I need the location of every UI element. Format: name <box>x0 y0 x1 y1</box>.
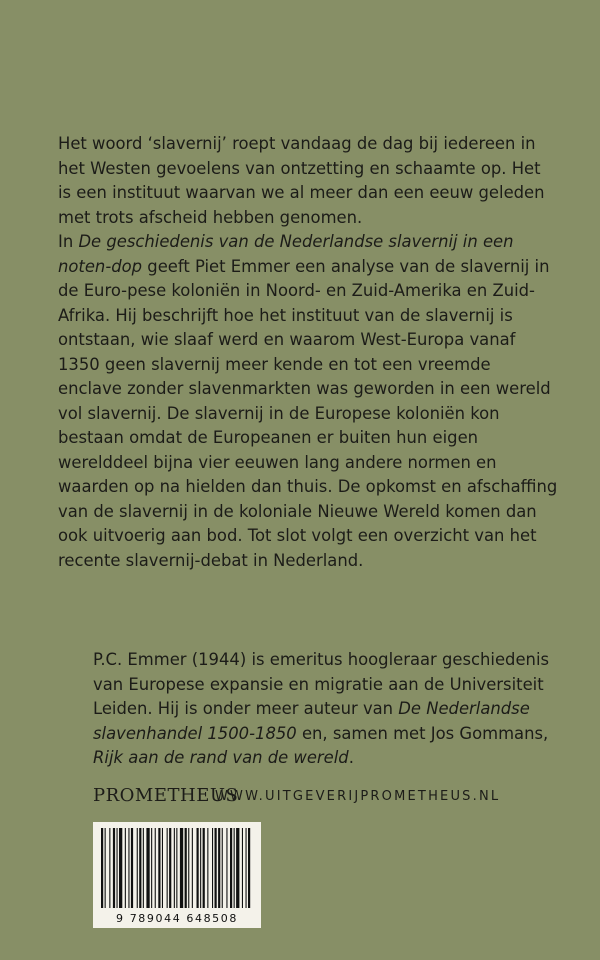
book-title: De geschiedenis van de Nederlandse slavernij in een noten-dop <box>58 232 514 276</box>
barcode-bar <box>131 828 133 908</box>
barcode-bar <box>137 828 138 908</box>
bio-title-1: De Nederlandse slavenhandel 1500-1850 <box>93 699 530 743</box>
barcode-bar <box>155 828 156 908</box>
barcode-bar <box>222 828 223 908</box>
barcode-bar <box>128 828 129 908</box>
barcode-bar <box>215 828 217 908</box>
blurb-paragraph-1: Het woord ‘slavernij’ roept vandaag de dag bij iedereen in het Westen gevoelens van ontzetting en schaamte op. Het is een instituut waarvan we al meer dan een eeuw geleden met trots afscheid hebben genomen. <box>58 134 545 227</box>
barcode-bar <box>167 828 168 908</box>
barcode-bar <box>119 828 122 908</box>
barcode-bar <box>226 828 227 908</box>
blurb-paragraph-2-rest: geeft Piet Emmer een analyse van de slavernij in de Euro-pese koloniën in Noord- en Zuid-Amerika en Zuid-Afrika. Hij beschrijft hoe het instituut van de slavernij is ontstaan, wie slaaf werd en waarom West-Europa vanaf 1350 geen slavernij meer kende en tot een vreemde enclave zonder slavenmarkten was geworden in een wereld vol slavernij. De slavernij in de Europese koloniën kon bestaan omdat de Europeanen er buiten hun eigen werelddeel bijna vier eeuwen lang andere normen en waarden op na hielden dan thuis. De opkomst en afschaffing van de slavernij in de koloniale Nieuwe Wereld komen dan ook uitvoerig aan bod. Tot slot volgt een overzicht van het recente slavernij-debat in Nederland. <box>58 256 558 570</box>
barcode-bar <box>158 828 160 908</box>
barcode-bar <box>117 828 118 908</box>
blurb-paragraph-2-prefix: In <box>58 232 79 251</box>
isbn-digits: 9 789044 648508 <box>116 912 238 925</box>
barcode-bar <box>242 828 243 908</box>
barcode-bar <box>188 828 189 908</box>
barcode-bar <box>248 828 250 908</box>
barcode-bar <box>230 828 232 908</box>
author-bio <box>93 648 563 771</box>
barcode-bar <box>101 828 103 908</box>
barcode-bar <box>192 828 193 908</box>
barcode-bar <box>139 828 141 908</box>
barcode-bar <box>185 828 187 908</box>
barcode-bar <box>109 828 110 908</box>
barcode-bar <box>234 828 235 908</box>
barcode-bar <box>151 828 152 908</box>
blurb-paragraph-2 <box>58 230 558 573</box>
barcode-bar <box>203 828 205 908</box>
barcode-bar <box>125 828 126 908</box>
bio-text-2: en, samen met Jos Gommans, <box>296 723 549 743</box>
publisher-website: WWW.UITGEVERIJPROMETHEUS.NL <box>215 789 501 804</box>
barcode-bar <box>218 828 220 908</box>
barcode-bar <box>236 828 239 908</box>
barcode-bar <box>180 828 183 908</box>
barcode-bar <box>197 828 199 908</box>
barcode-bar <box>212 828 213 908</box>
barcode-bar <box>113 828 115 908</box>
barcode-bar <box>143 828 144 908</box>
blurb-text <box>58 132 558 573</box>
bio-text-3: . <box>348 748 354 767</box>
barcode <box>93 822 261 928</box>
barcode-bar <box>174 828 175 908</box>
barcode-bar <box>169 828 171 908</box>
bio-text-1: P.C. Emmer (1944) is emeritus hoogleraar geschiedenis van Europese expansie en migratie aan de Universiteit Leiden. Hij is onder meer auteur van <box>93 650 550 718</box>
barcode-bar <box>176 828 177 908</box>
barcode-bar <box>207 828 208 908</box>
barcode-bar <box>246 828 247 908</box>
publisher-logo: PROMETHEUS <box>93 785 239 806</box>
barcode-bars <box>99 828 255 908</box>
barcode-bar <box>200 828 201 908</box>
barcode-bar <box>162 828 163 908</box>
barcode-bar <box>105 828 106 908</box>
bio-title-2: Rijk aan de rand van de wereld <box>93 748 349 767</box>
barcode-bar <box>146 828 149 908</box>
